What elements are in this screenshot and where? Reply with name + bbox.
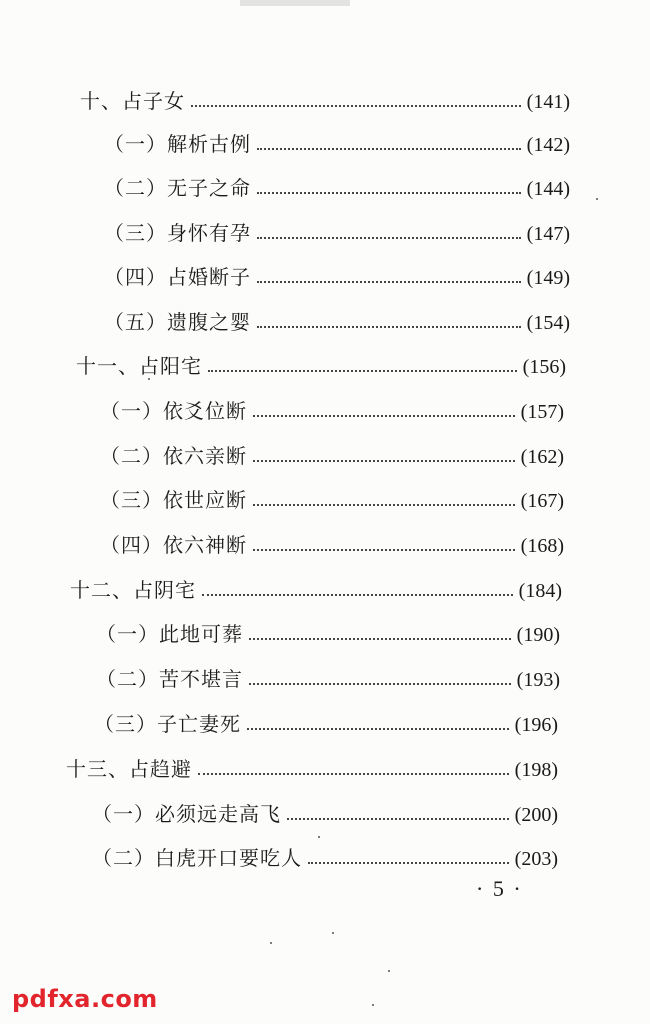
toc-entry-chapter-11[interactable]	[76, 353, 566, 380]
dot-leader	[198, 773, 509, 775]
dot-leader	[287, 818, 509, 820]
toc-entry-label: 十三、占趋避	[66, 757, 192, 781]
toc-entry-page: (203)	[514, 848, 558, 870]
dot-leader	[257, 237, 521, 239]
toc-entry-label: （二）苦不堪言	[96, 667, 243, 691]
dot-leader	[257, 326, 521, 328]
page-number: · 5 ·	[476, 876, 523, 901]
toc-entry-page: (156)	[522, 356, 566, 378]
toc-entry-page: (144)	[526, 178, 570, 200]
toc-entry[interactable]	[104, 309, 570, 336]
watermark-text: pdfxa.com	[12, 985, 158, 1013]
toc-entry-page: (184)	[518, 580, 562, 602]
dot-leader	[191, 105, 521, 107]
toc-entry-label: （一）此地可葬	[96, 622, 243, 646]
dot-leader	[257, 192, 521, 194]
toc-entry[interactable]	[104, 175, 570, 202]
toc-entry-chapter-13[interactable]	[66, 756, 558, 783]
toc-entry-label: 十、占子女	[80, 89, 185, 113]
dot-leader	[257, 148, 521, 150]
toc-entry-page: (149)	[526, 267, 570, 289]
toc-entry[interactable]	[100, 532, 564, 559]
toc-entry-label: 十一、占阳宅	[76, 354, 202, 378]
scan-speck	[388, 970, 390, 972]
dot-leader	[257, 281, 521, 283]
dot-leader	[253, 549, 515, 551]
toc-entry[interactable]	[100, 398, 564, 425]
scan-speck	[270, 942, 272, 944]
dot-leader	[208, 370, 517, 372]
toc-entry-label: （一）必须远走高飞	[92, 802, 281, 826]
scan-speck	[148, 378, 150, 380]
dot-leader	[253, 504, 515, 506]
toc-entry-label: 十二、占阴宅	[70, 578, 196, 602]
scan-speck	[318, 836, 320, 838]
toc-entry-label: （三）子亡妻死	[94, 712, 241, 736]
dot-leader	[249, 638, 511, 640]
toc-entry[interactable]	[100, 443, 564, 470]
toc-entry-label: （二）白虎开口要吃人	[92, 846, 302, 870]
toc-entry[interactable]	[100, 487, 564, 514]
toc-entry[interactable]	[104, 220, 570, 247]
toc-entry-page: (168)	[520, 535, 564, 557]
toc-entry-page: (193)	[516, 669, 560, 691]
scan-speck	[596, 198, 598, 200]
toc-entry-chapter-10[interactable]	[80, 88, 570, 115]
toc-entry-page: (142)	[526, 134, 570, 156]
dot-leader	[247, 728, 509, 730]
toc-entry-label: （一）解析古例	[104, 132, 251, 156]
toc-entry-label: （二）无子之命	[104, 176, 251, 200]
toc-entry[interactable]	[104, 131, 570, 158]
toc-entry-label: （三）依世应断	[100, 488, 247, 512]
toc-entry-page: (190)	[516, 624, 560, 646]
toc-entry-page: (196)	[514, 714, 558, 736]
toc-entry-label: （五）遗腹之婴	[104, 310, 251, 334]
toc-entry-label: （三）身怀有孕	[104, 221, 251, 245]
toc-entry-page: (198)	[514, 759, 558, 781]
toc-entry-label: （四）依六神断	[100, 533, 247, 557]
toc-entry[interactable]	[96, 621, 560, 648]
toc-entry-page: (157)	[520, 401, 564, 423]
scan-speck	[332, 932, 334, 934]
toc-entry[interactable]	[92, 801, 558, 828]
toc-entry-page: (147)	[526, 223, 570, 245]
toc-entry-page: (200)	[514, 804, 558, 826]
toc-entry[interactable]	[94, 711, 558, 738]
scan-speck	[372, 1004, 374, 1006]
toc-entry-label: （二）依六亲断	[100, 444, 247, 468]
toc-entry-chapter-12[interactable]	[70, 577, 562, 604]
dot-leader	[308, 862, 509, 864]
toc-entry[interactable]	[104, 264, 570, 291]
toc-entry-page: (162)	[520, 446, 564, 468]
scan-smudge	[240, 0, 350, 6]
dot-leader	[253, 415, 515, 417]
dot-leader	[253, 460, 515, 462]
dot-leader	[202, 594, 513, 596]
toc-entry[interactable]	[92, 845, 558, 872]
toc-entry-label: （四）占婚断子	[104, 265, 251, 289]
toc-entry-page: (141)	[526, 91, 570, 113]
toc-entry-page: (154)	[526, 312, 570, 334]
toc-entry-page: (167)	[520, 490, 564, 512]
toc-entry-label: （一）依爻位断	[100, 399, 247, 423]
toc-entry[interactable]	[96, 666, 560, 693]
dot-leader	[249, 683, 511, 685]
